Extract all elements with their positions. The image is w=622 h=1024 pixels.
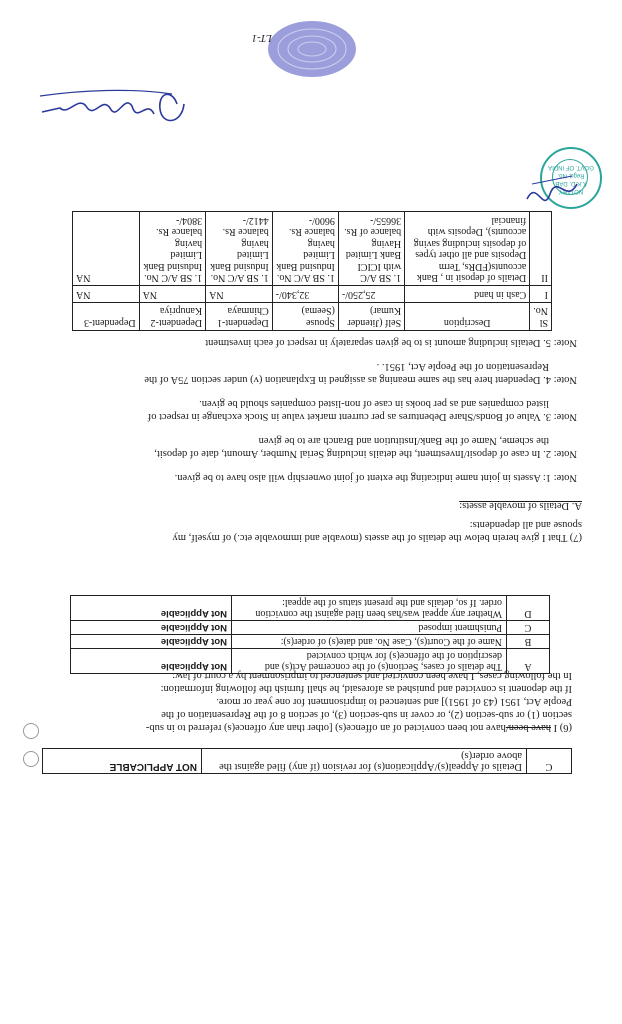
note-4: Note: 4. Dependent here has the same meaning as assigned in Explanation (v) under section 75A of the	[144, 374, 577, 386]
row-value: Not Applicable	[71, 649, 232, 674]
page-mark: LT-1	[251, 32, 272, 44]
row-value: Not Applicable	[71, 621, 232, 635]
row-text: Name of the Court(s), Case No. and date(s) of order(s):	[232, 635, 507, 649]
row-label: B	[507, 635, 550, 649]
table-cell: 1. SB A/C No. Indusind Bank Limited having balance Rs. 9600/-	[272, 212, 338, 286]
struck-text: have been/	[505, 722, 551, 733]
row-label: A	[507, 649, 550, 674]
table-cell: 1. SB A/C with ICICI Bank Limited Having balance of Rs. 36655/-	[338, 212, 404, 286]
table-cell: NA	[73, 212, 140, 286]
row-value: NOT APPLICABLE	[43, 749, 202, 774]
movable-assets-heading: A. Details of movable assets:	[459, 500, 582, 511]
row-label: C	[507, 621, 550, 635]
paragraph-7: (7) That I give herein below the details of the assets (movable and immovable etc.) of myself, my spouse and all dependents: A. Details of movable assets:	[32, 499, 582, 544]
table-row	[73, 286, 552, 303]
header-cell: Spouse (Seema)	[272, 303, 338, 331]
row-value: Not Applicable	[71, 635, 232, 649]
table-cell: 32,340/-	[272, 286, 338, 303]
row-text: Details of Appeal(s)/Application(s) for revision (if any) filed against the above order(s)	[202, 749, 527, 774]
table-cell: NA	[206, 286, 273, 303]
table-cell: NA	[139, 286, 206, 303]
note-5: Note: 5. Details including amount is to be given separately in respect of each investment	[205, 337, 577, 349]
header-cell: Dependent-1 Chinmaya	[206, 303, 273, 331]
table-cell: I	[530, 286, 552, 303]
table-cell: 1. SB A/C No. Indusind Bank Limited having balance Rs. 3804/-	[139, 212, 206, 286]
header-cell: Dependent-2 Kanupriya	[139, 303, 206, 331]
header-cell: Self (Jitender Kumar)	[338, 303, 404, 331]
header-cell: Dependent-3	[73, 303, 140, 331]
note-2: Note: 2. In case of deposit/Investment, the details including Serial Number, Amount, date of deposit,	[154, 448, 577, 460]
row-text: The details of cases, Section(s) of the concerned Act(s) and description of the offence(s) for which convicted	[232, 649, 507, 674]
row-label: D	[507, 596, 550, 621]
row-label: C	[527, 749, 572, 774]
table-cell: NA	[73, 286, 140, 303]
note-3: Note: 3. Value of Bonds/Share Debentures as per current market value in Stock exchange in respect of	[147, 411, 577, 423]
table-row	[73, 212, 552, 286]
table-header-row	[73, 303, 552, 331]
table-cell: Cash in hand	[405, 286, 530, 303]
notary-stamp: NOTARY K.K.D. DAB Regd. No. GOVT. OF INDIA	[540, 147, 602, 209]
table-cell: 1. SB A/C No. Indusind Bank Limited having balance Rs. 4412/-	[206, 212, 273, 286]
appeal-details-table	[42, 748, 572, 774]
table-cell: II	[530, 212, 552, 286]
thumb-impression	[262, 14, 362, 84]
header-cell: Description	[405, 303, 530, 331]
notary-signature	[522, 164, 582, 214]
row-value: Not Applicable	[71, 596, 232, 621]
punch-hole	[23, 751, 39, 767]
note-1: Note: 1: Assets in joint name indicating the extent of joint ownership will also have to be given.	[174, 472, 577, 483]
movable-assets-table	[72, 212, 552, 332]
deponent-signature	[32, 84, 192, 134]
table-cell: 25,250/-	[338, 286, 404, 303]
notes-block: Note: 1: Assets in joint name indicating the extent of joint ownership will also have to be given. Note: 2. In case of deposit/Investment, the details including Serial Number, Amount, date of deposit, the scheme, Name of the Bank/Institution and Branch are to be given Note: 3. Value of Bonds/Share Debentures as per current market value in Stock exchange in respect of listed companies and as per books in case of non-listed companies should be given. Note: 4. Dependent here has the same meaning as assigned in Explanation (v) under section 75A of the Representation of the People Act, 1951. . Note: 5. Details including amount is to be given separately in respect of each investment	[22, 336, 577, 484]
row-text: Punishment imposed	[232, 621, 507, 635]
paragraph-6: (6) I have been/have not been convicted of an offence(s) [other than any offence(s) referred to in sub- section (1) or sub-section (2), or cover in sub-section (3), of section 8 of the Representation of the People Act, 1951 (43 of 1951)] and sentenced to imprisonment for one year or more. If the deponent is convicted and punished as aforesaid, he shall furnish the following information: In the following cases, I have been convicted and sentenced to imprisonment by a court of law:	[145, 670, 572, 733]
conviction-table	[70, 595, 550, 674]
table-cell: Details of deposit in , Bank accounts(FDRs, Term Deposits and all other types of deposits including saving accounts), Deposits with financial	[405, 212, 530, 286]
header-cell: Sl No.	[530, 303, 552, 331]
row-text: Whether any appeal was/has been filed against the conviction order. If so, details and the present status of the appeal:	[232, 596, 507, 621]
